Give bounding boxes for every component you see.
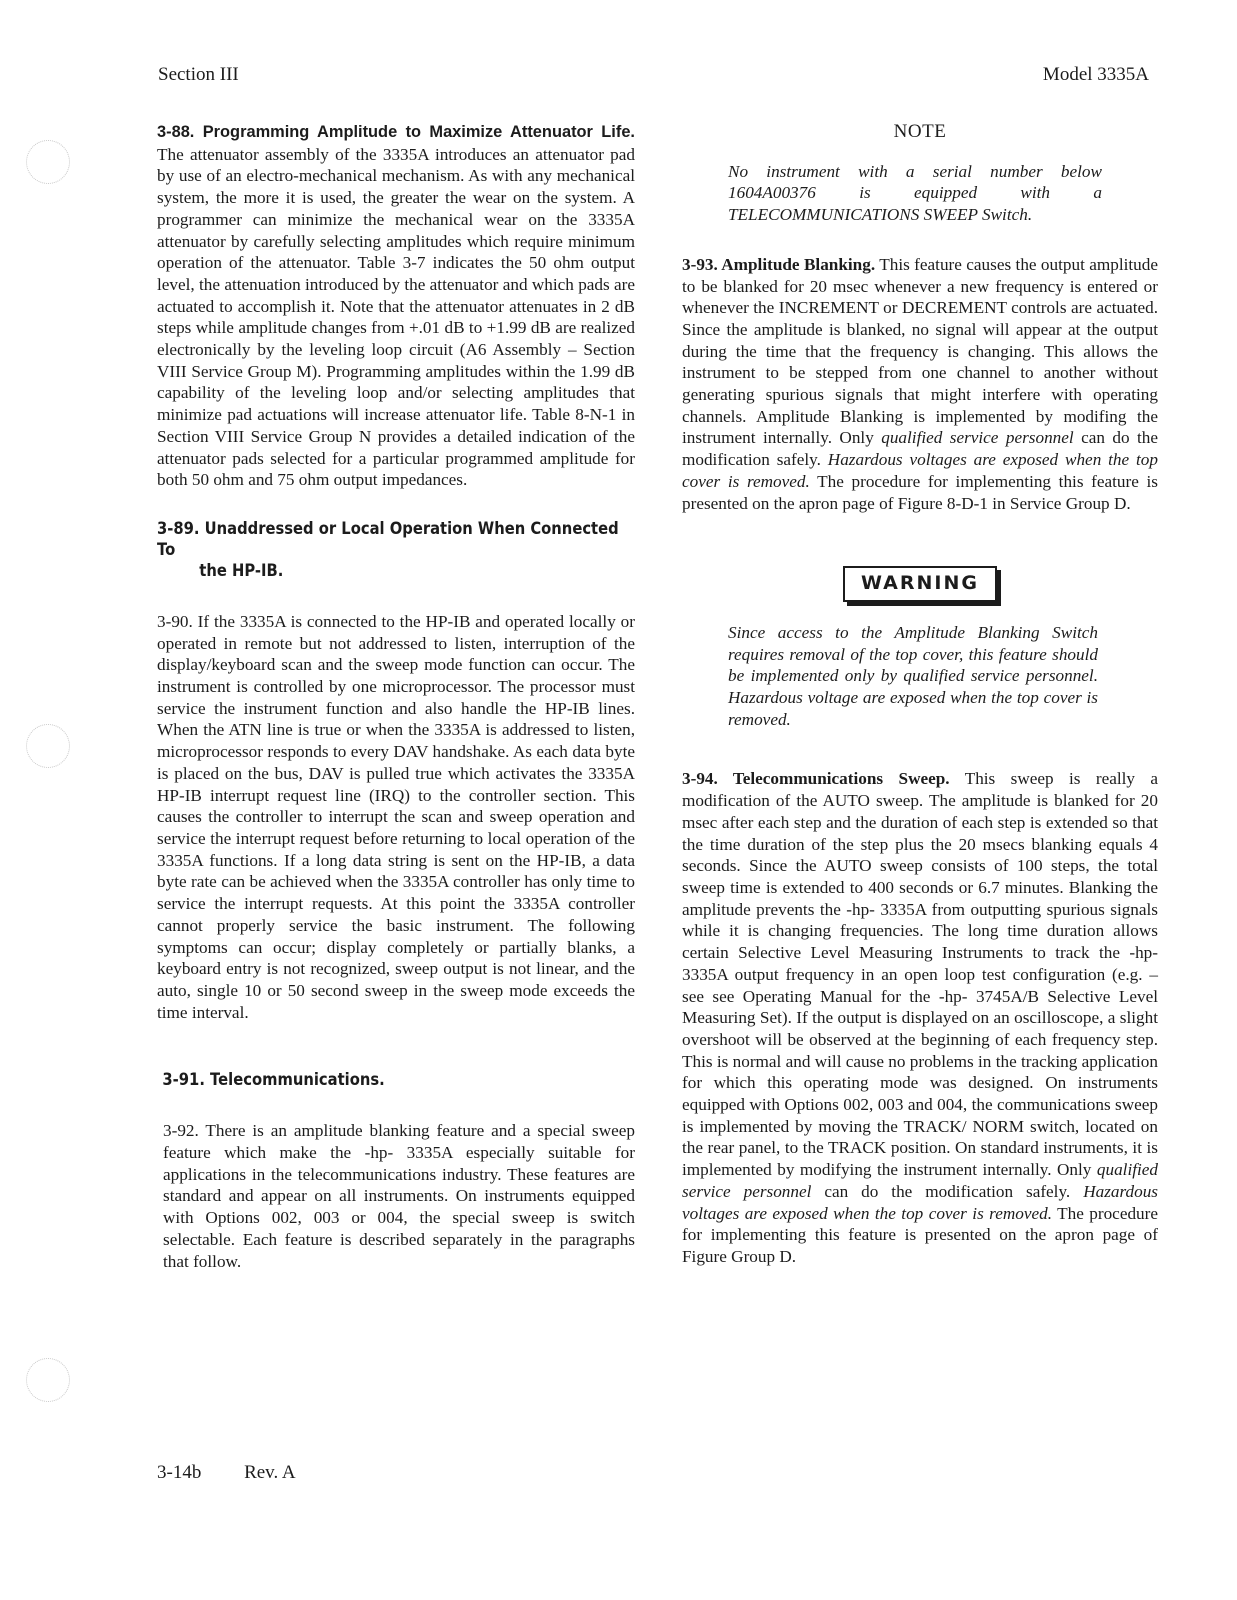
paragraph-3-88 <box>157 121 635 491</box>
emphasis-qualified-personnel: qualified service personnel <box>682 1160 1158 1201</box>
emphasis-qualified-personnel: qualified service personnel <box>881 428 1074 448</box>
page-footer <box>157 1462 334 1484</box>
heading-3-89-line1: 3-89. Unaddressed or Local Operation When Connected To <box>157 518 619 559</box>
paragraph-3-88-text: The attenuator assembly of the 3335A introduces an attenuator pad by use of an electro-mechanical mechanism. As with any mechanical system, the more it is used, the greater the wear on the system. A programmer can minimize the mechanical wear on the 3335A attenuator by carefully selecting amplitudes which require minimum operation of the attenuator. Table 3-7 indicates the 50 ohm output level, the attenuation introduced by the attenuator and which pads are actuated to accomplish it. Note that the attenuator attenuates in 2 dB steps while amplitude changes from +.01 dB to +1.99 dB are realized electronically by the leveling loop circuit (A6 Assembly – Section VIII Service Group M). Programming amplitudes within the 1.99 dB capability of the leveling loop and/or selecting amplitudes that minimize pad actuations will increase attenuator life. Table 8-N-1 in Section VIII Service Group N provides a detailed indication of the attenuator pads selected for a particular programmed amplitude for both 50 ohm and 75 ohm output impedances. <box>157 144 635 490</box>
binder-hole-top <box>26 140 70 184</box>
heading-3-89 <box>157 518 634 581</box>
emphasis-hazard: Hazardous voltages are exposed when the top cover is removed. <box>682 1181 1158 1223</box>
binder-hole-bottom <box>26 1358 70 1402</box>
revision-label: Rev. A <box>244 1462 296 1483</box>
model-label: Model 3335A <box>1042 64 1149 85</box>
paragraph-3-93 <box>682 254 1158 514</box>
warning-text: Since access to the Amplitude Blanking Switch requires removal of the top cover, this feature should be implemented only by qualified service personnel. Hazardous voltage are exposed when the top cover is removed. <box>728 622 1098 729</box>
emphasis-hazard: Hazardous voltages are exposed when the top cover is removed. <box>682 450 1158 491</box>
section-label: Section III <box>158 64 239 85</box>
paragraph-3-94-text: The procedure for implementing this feature is presented on the apron page of Figure Group D. <box>682 1203 1158 1266</box>
warning-label: WARNING <box>843 566 997 602</box>
warning-banner <box>682 566 1158 602</box>
paragraph-3-94-text: This sweep is really a modification of the AUTO sweep. The amplitude is blanked for 20 msec after each step and the duration of each step is extended so that the time duration of the step plus the 20 msecs blanking equals 4 seconds. Since the AUTO sweep consists of 100 steps, the total sweep time is extended to 400 seconds or 6.7 minutes. Blanking the amplitude prevents the -hp- 3335A from outputting spurious signals while it is changing frequencies. The long time duration allows certain Selective Level Measuring Instruments to track the -hp- 3335A output frequency in an open loop test configuration (e.g. – see see Operating Manual for the -hp- 3745A/B Selective Level Measuring Set). If the output is displayed on an oscilloscope, a slight overshoot will be observed at the beginning of each frequency step. This is normal and will cause no problems in the tracking application for which this operating mode was designed. On instruments equipped with Options 002, 003 and 004, the communications sweep is implemented by moving the TRACK/ NORM switch, located on the rear panel, to the TRACK position. On standard instruments, it is implemented by modifying the instrument internally. Only <box>682 769 1159 1180</box>
heading-3-91: 3-91. Telecommunications. <box>162 1070 385 1090</box>
paragraph-3-93-text: can do the modification safely. <box>682 428 1158 470</box>
paragraph-3-94-text: can do the modification safely. <box>811 1181 1084 1201</box>
note-text: No instrument with a serial number below 1604A00376 is equipped with a TELECOMMUNICATIONS SWEEP Switch. <box>728 161 1102 225</box>
paragraph-3-92: 3-92. There is an amplitude blanking feature and a special sweep feature which make the -hp- 3335A especially suitable for applications in the telecommunications industry. These features are standard and appear on all instruments. On instruments equipped with Options 002, 003 or 004, the special sweep is switch selectable. Each feature is described separately in the paragraphs that follow. <box>163 1121 635 1271</box>
paragraph-3-90: 3-90. If the 3335A is connected to the HP-IB and operated locally or operated in remote but not addressed to listen, interruption of the display/keyboard scan and the sweep mode function can occur. The instrument is controlled by one microprocessor. The processor must service the instrument function and also handle the HP-IB lines. When the ATN line is true or when the 3335A is addressed to listen, microprocessor responds to every DAV handshake. As each data byte is placed on the bus, DAV is pulled true which activates the 3335A HP-IB interrupt request line (IRQ) to the controller section. This causes the controller to interrupt the scan and sweep operation and service the interrupt request before returning to local operation of the 3335A functions. If a long data string is sent on the HP-IB, a data byte rate can be achieved when the 3335A controller has only time to service the interrupt requests. At this point the 3335A controller cannot properly service the basic instrument. The following symptoms can occur; display completely or partially blanks, a keyboard entry is not recognized, sweep output is not linear, and the auto, single 10 or 50 second sweep in the sweep mode exceeds the time interval. <box>157 611 635 1022</box>
note-title: NOTE <box>893 121 947 142</box>
binder-hole-middle <box>26 724 70 768</box>
left-column <box>157 121 635 1272</box>
paragraph-3-93-text: This feature causes the output amplitude to be blanked for 20 msec whenever a new frequency is entered or whenever the INCREMENT or DECREMENT controls are actuated. Since the amplitude is blanked, no signal will appear at the output during the time that the frequency is changing. This allows the instrument to be stepped from one channel to another without generating spurious signals that might interfere with operating channels. Amplitude Blanking is implemented by modifing the instrument internally. Only <box>682 254 1158 448</box>
right-column <box>682 121 1158 1268</box>
page-number: 3-14b <box>157 1462 202 1483</box>
heading-3-88: 3-88. Programming Amplitude to Maximize Attenuator Life. <box>157 123 635 141</box>
paragraph-3-93-text: The procedure for implementing this feature is presented on the apron page of Figure 8-D-1 in Service Group D. <box>682 471 1158 513</box>
heading-3-89-line2: the HP-IB. <box>199 560 284 580</box>
heading-3-93: 3-93. Amplitude Blanking. <box>682 254 876 274</box>
heading-3-94: 3-94. Telecommunications Sweep. <box>682 769 950 789</box>
paragraph-3-94 <box>682 768 1158 1267</box>
